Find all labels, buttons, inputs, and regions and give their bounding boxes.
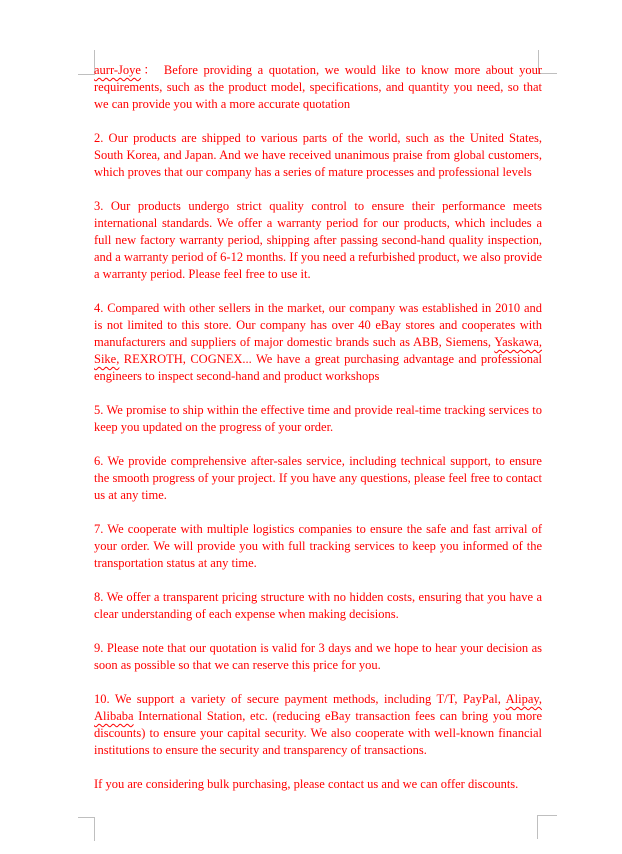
text-run: 5. We promise to ship within the effective time and provide real-time tracking services to keep you updated on the progress of your order.: [94, 403, 542, 434]
spellcheck-underlined-word: Yaskawa,: [494, 335, 542, 349]
paragraph: [94, 521, 542, 572]
paragraph: [94, 300, 542, 385]
paragraph: [94, 640, 542, 674]
text-run: 9. Please note that our quotation is valid for 3 days and we hope to hear your decision as soon as possible so that we can reserve this price for you.: [94, 641, 542, 672]
paragraph: [94, 198, 542, 283]
text-run: International Station, etc. (reducing eBay transaction fees can bring you more discounts) to ensure your capital security. We also cooperate with well-known financial institutions to ensure the security and transparency of transactions.: [94, 709, 542, 757]
paragraph: [94, 453, 542, 504]
text-run: 3. Our products undergo strict quality control to ensure their performance meets international standards. We offer a warranty period for our products, which includes a full new factory warranty period, shipping after passing second-hand quality inspection, and a warranty period of 6-12 months. If you need a refurbished product, we also provide a warranty period. Please feel free to use it.: [94, 199, 542, 281]
text-run: 2. Our products are shipped to various parts of the world, such as the United States, South Korea, and Japan. And we have received unanimous praise from global customers, which proves that our company has a series of mature processes and professional levels: [94, 131, 542, 179]
paragraph: [94, 589, 542, 623]
paragraph: [94, 130, 542, 181]
text-run: If you are considering bulk purchasing, please contact us and we can offer discounts.: [94, 777, 519, 791]
spellcheck-underlined-word: Sike,: [94, 352, 120, 366]
text-run: ： Before providing a quotation, we would like to know more about your requirements, such as the product model, specifications, and quantity you need, so that we can provide you with a more accurate quotation: [94, 63, 542, 111]
paragraph: [94, 776, 542, 793]
paragraph: [94, 691, 542, 759]
text-run: 6. We provide comprehensive after-sales service, including technical support, to ensure the smooth progress of your project. If you have any questions, please feel free to contact us at any time.: [94, 454, 542, 502]
paragraph: [94, 402, 542, 436]
crop-mark-bottom-left: [78, 817, 95, 841]
text-run: 4. Compared with other sellers in the market, our company was established in 2010 and is not limited to this store. Our company has over 40 eBay stores and cooperates with manufacturers and suppliers of major domestic brands such as ABB, Siemens,: [94, 301, 542, 349]
spellcheck-underlined-word: Alibaba: [94, 709, 134, 723]
text-run: 8. We offer a transparent pricing structure with no hidden costs, ensuring that you have a clear understanding of each expense when making decisions.: [94, 590, 542, 621]
spellcheck-underlined-word: aurr-Joye: [94, 63, 141, 77]
crop-mark-top-left: [78, 50, 95, 75]
spellcheck-underlined-word: Alipay,: [505, 692, 542, 706]
text-run: 10. We support a variety of secure payment methods, including T/T, PayPal,: [94, 692, 506, 706]
paragraph: [94, 62, 542, 113]
crop-mark-bottom-right: [537, 815, 557, 839]
text-run: REXROTH, COGNEX... We have a great purchasing advantage and professional engineers to inspect second-hand and product workshops: [94, 352, 542, 383]
document-text: [94, 62, 542, 810]
text-run: 7. We cooperate with multiple logistics companies to ensure the safe and fast arrival of your order. We will provide you with full tracking services to keep you informed of the transportation status at any time.: [94, 522, 542, 570]
